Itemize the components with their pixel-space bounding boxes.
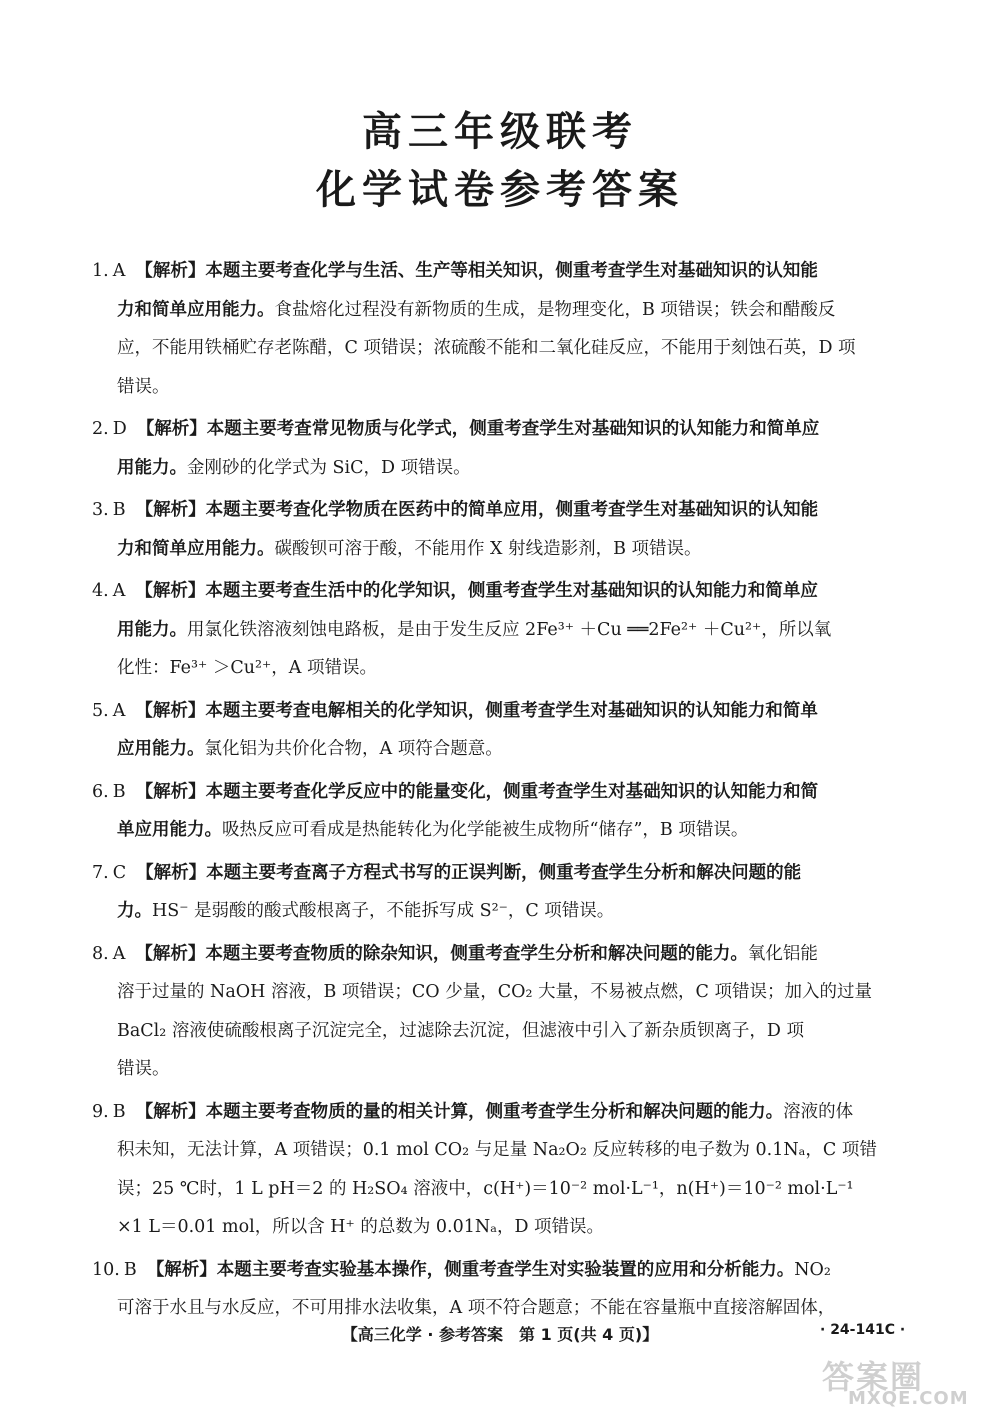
answer-line — [92, 1251, 912, 1290]
question-number: 9. — [92, 1101, 109, 1122]
answer-list — [92, 252, 912, 1332]
analysis-summary: 力。 — [117, 901, 152, 921]
question-number: 5. — [92, 700, 109, 721]
analysis-summary: 本题主要考查电解相关的化学知识，侧重考查学生对基础知识的认知能力和简单 — [205, 700, 818, 721]
answer-line — [92, 449, 912, 488]
answer-line — [92, 811, 912, 850]
answer-line — [92, 491, 912, 530]
analysis-summary: 本题主要考查化学物质在医药中的简单应用，侧重考查学生对基础知识的认知能 — [205, 500, 819, 520]
analysis-summary: 本题主要考查常见物质与化学式，侧重考查学生对基础知识的认知能力和简单应 — [206, 419, 820, 439]
question-number: 1. — [92, 261, 109, 281]
analysis-tag: 【解析】 — [135, 700, 206, 721]
answer-letter: C — [112, 862, 127, 883]
analysis-text: HS⁻ 是弱酸的酸式酸根离子，不能拆写成 S²⁻，C 项错误。 — [152, 901, 615, 921]
analysis-summary: 本题主要考查物质的量的相关计算，侧重考查学生分析和解决问题的能力。 — [205, 1101, 784, 1122]
analysis-tag: 【解析】 — [146, 1259, 217, 1280]
answer-line — [92, 368, 912, 407]
analysis-text: 氧化铝能 — [747, 943, 818, 964]
answer-line — [92, 329, 912, 368]
answer-letter: A — [112, 581, 126, 601]
answer-line — [92, 854, 912, 893]
answer-item — [92, 410, 912, 487]
analysis-text: 食盐熔化过程没有新物质的生成，是物理变化，B 项错误；铁会和醋酸反 — [274, 299, 836, 320]
analysis-summary: 力和简单应用能力。 — [117, 538, 275, 559]
analysis-text: BaCl₂ 溶液使硫酸根离子沉淀完全，过滤除去沉淀，但滤液中引入了新杂质钡离子，D 项 — [117, 1020, 804, 1041]
answer-line — [92, 730, 912, 769]
answer-line — [92, 291, 912, 330]
analysis-text: 溶于过量的 NaOH 溶液，B 项错误；CO 少量，CO₂ 大量，不易被点燃，C 项错误；加入的过量 — [117, 982, 872, 1002]
analysis-summary: 力和简单应用能力。 — [117, 299, 275, 320]
answer-line — [92, 1208, 912, 1247]
question-number: 2. — [92, 419, 109, 439]
answer-line — [92, 773, 912, 812]
answer-line — [92, 611, 912, 650]
answer-item — [92, 935, 912, 1089]
analysis-text: 积未知，无法计算，A 项错误；0.1 mol CO₂ 与足量 Na₂O₂ 反应转移的电子数为 0.1Nₐ，C 项错 — [117, 1140, 877, 1160]
analysis-tag: 【解析】 — [135, 581, 206, 601]
analysis-summary: 本题主要考查离子方程式书写的正误判断，侧重考查学生分析和解决问题的能 — [206, 862, 802, 883]
answer-letter: B — [123, 1259, 137, 1280]
answer-line — [92, 935, 912, 974]
analysis-summary: 本题主要考查物质的除杂知识，侧重考查学生分析和解决问题的能力。 — [205, 943, 748, 964]
watermark-text: 答案圈 — [822, 1358, 925, 1396]
analysis-text: 溶液的体 — [783, 1101, 854, 1122]
analysis-text: 应，不能用铁桶贮存老陈醋，C 项错误；浓硫酸不能和二氧化硅反应，不能用于刻蚀石英，D 项 — [117, 338, 856, 358]
analysis-text: 误；25 ℃时，1 L pH＝2 的 H₂SO₄ 溶液中，c(H⁺)＝10⁻² mol·L⁻¹，n(H⁺)＝10⁻² mol·L⁻¹ — [117, 1178, 854, 1199]
answer-line — [92, 649, 912, 688]
analysis-tag: 【解析】 — [135, 261, 206, 281]
question-number: 6. — [92, 781, 109, 802]
analysis-text: 吸热反应可看成是热能转化为化学能被生成物所“储存”，B 项错误。 — [222, 820, 749, 840]
analysis-tag: 【解析】 — [135, 781, 206, 802]
answer-item — [92, 1251, 912, 1328]
analysis-summary: 本题主要考查化学反应中的能量变化，侧重考查学生对基础知识的认知能力和简 — [205, 781, 819, 802]
question-number: 3. — [92, 500, 109, 520]
analysis-summary: 用能力。 — [117, 457, 187, 478]
watermark-logo — [800, 1352, 995, 1410]
analysis-summary: 本题主要考查生活中的化学知识，侧重考查学生对基础知识的认知能力和简单应 — [205, 581, 818, 601]
answer-line — [92, 1131, 912, 1170]
answer-item — [92, 854, 912, 931]
analysis-text: ×1 L＝0.01 mol，所以含 H⁺ 的总数为 0.01Nₐ，D 项错误。 — [117, 1217, 605, 1237]
analysis-text: 用氯化铁溶液刻蚀电路板，是由于发生反应 2Fe³⁺ ＋Cu ══2Fe²⁺ ＋Cu²⁺，所以氧 — [187, 619, 832, 640]
question-number: 10. — [92, 1259, 120, 1280]
analysis-tag: 【解析】 — [135, 943, 206, 964]
answer-item — [92, 252, 912, 406]
answer-line — [92, 1050, 912, 1089]
analysis-text: 错误。 — [117, 376, 170, 397]
answer-item — [92, 773, 912, 850]
answer-line — [92, 973, 912, 1012]
answer-letter: B — [112, 1101, 126, 1122]
analysis-summary: 用能力。 — [117, 619, 187, 640]
answer-item — [92, 491, 912, 568]
exam-code: · 24-141C · — [820, 1322, 906, 1338]
analysis-tag: 【解析】 — [136, 419, 207, 439]
answer-line — [92, 572, 912, 611]
analysis-text: 碳酸钡可溶于酸，不能用作 X 射线造影剂，B 项错误。 — [274, 538, 702, 559]
answer-line — [92, 692, 912, 731]
question-number: 7. — [92, 862, 109, 883]
analysis-text: 氯化铝为共价化合物，A 项符合题意。 — [204, 739, 503, 759]
answer-line — [92, 1170, 912, 1209]
analysis-text: 错误。 — [117, 1059, 170, 1079]
analysis-tag: 【解析】 — [135, 1101, 206, 1122]
watermark-url: MXQE.COM — [848, 1388, 969, 1409]
answer-letter: B — [112, 500, 126, 520]
answer-item — [92, 572, 912, 688]
question-number: 8. — [92, 943, 109, 964]
answer-line — [92, 892, 912, 931]
analysis-summary: 单应用能力。 — [117, 820, 222, 840]
analysis-text: 化性：Fe³⁺ ＞Cu²⁺，A 项错误。 — [117, 658, 377, 678]
answer-line — [92, 252, 912, 291]
question-number: 4. — [92, 581, 109, 601]
analysis-text: 可溶于水且与水反应，不可用排水法收集，A 项不符合题意；不能在容量瓶中直接溶解固体， — [117, 1298, 836, 1318]
analysis-text: NO₂ — [794, 1259, 831, 1280]
answer-item — [92, 1093, 912, 1247]
answer-letter: A — [112, 700, 126, 721]
analysis-summary: 本题主要考查化学与生活、生产等相关知识，侧重考查学生对基础知识的认知能 — [205, 261, 818, 281]
answer-letter: D — [112, 419, 127, 439]
answer-line — [92, 410, 912, 449]
analysis-tag: 【解析】 — [135, 500, 206, 520]
title-line-1: 高三年级联考 — [362, 109, 638, 155]
answer-item — [92, 692, 912, 769]
page-footer: 【高三化学 · 参考答案 第 1 页(共 4 页)】 — [341, 1325, 659, 1344]
answer-letter: B — [112, 781, 126, 802]
analysis-summary: 本题主要考查实验基本操作，侧重考查学生对实验装置的应用和分析能力。 — [216, 1259, 795, 1280]
answer-letter: A — [112, 943, 126, 964]
answer-line — [92, 1093, 912, 1132]
analysis-summary: 应用能力。 — [117, 739, 205, 759]
answer-line — [92, 1012, 912, 1051]
answer-line — [92, 530, 912, 569]
answer-letter: A — [112, 261, 126, 281]
analysis-tag: 【解析】 — [136, 862, 207, 883]
title-line-2: 化学试卷参考答案 — [316, 167, 684, 213]
analysis-text: 金刚砂的化学式为 SiC，D 项错误。 — [187, 457, 471, 478]
